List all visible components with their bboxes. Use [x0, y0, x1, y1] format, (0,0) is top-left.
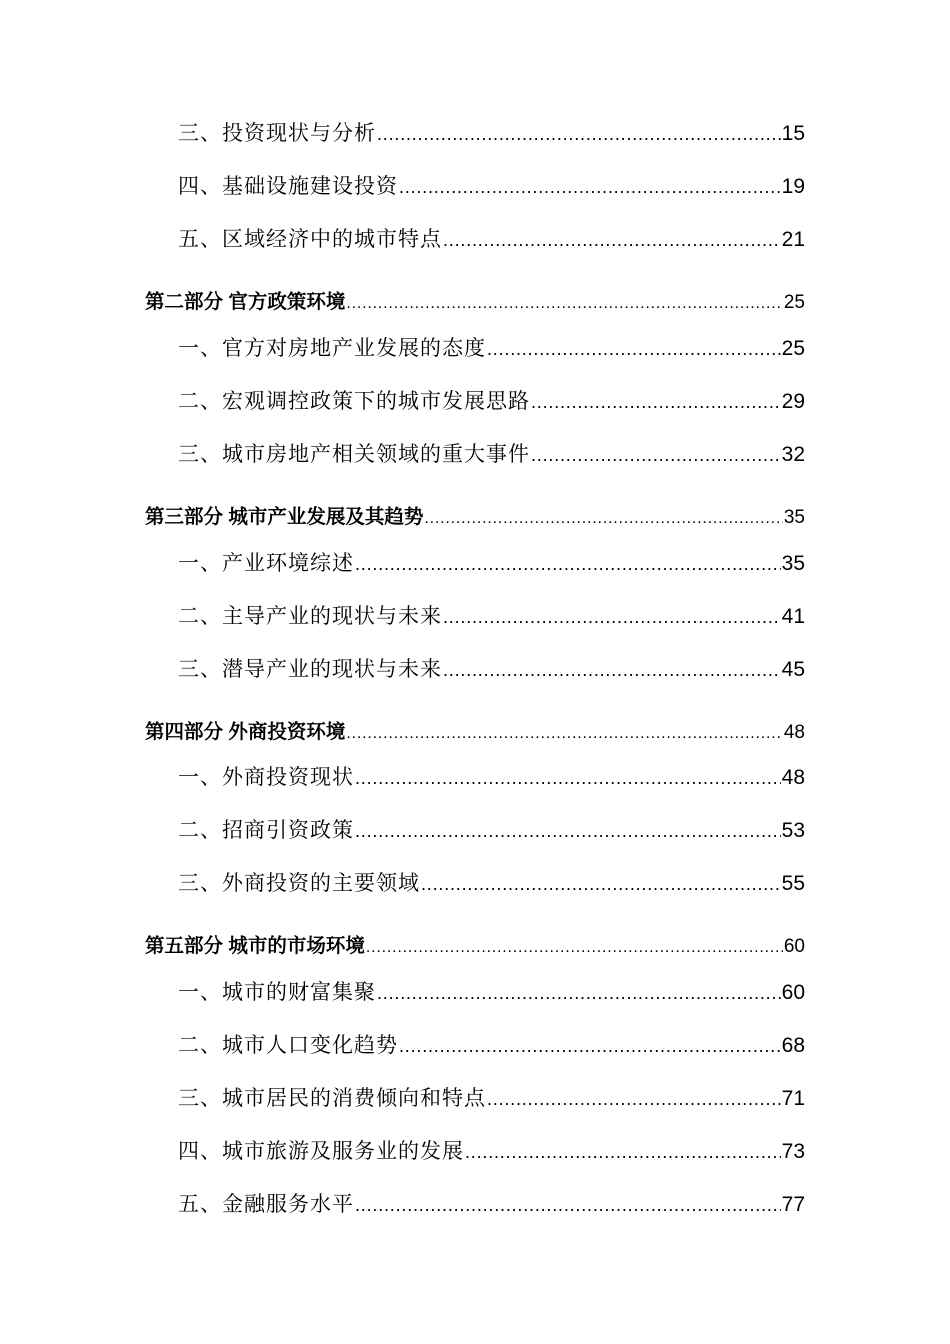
- toc-entry-title: 二、宏观调控政策下的城市发展思路: [178, 389, 530, 413]
- toc-entry-title: 三、城市房地产相关领域的重大事件: [178, 442, 530, 466]
- toc-entry[interactable]: [0, 221, 950, 251]
- toc-dot-leader: [346, 725, 782, 743]
- toc-entry-title: 四、城市旅游及服务业的发展: [178, 1139, 464, 1163]
- toc-part-heading[interactable]: [0, 926, 950, 956]
- toc-entry-page: 68: [781, 1034, 805, 1057]
- toc-dot-leader: [443, 607, 781, 628]
- toc-entry-title: 三、投资现状与分析: [178, 121, 376, 145]
- toc-entry-title: 一、外商投资现状: [178, 765, 354, 789]
- toc-dot-leader: [443, 660, 781, 681]
- toc-entry-title: 第四部分 外商投资环境: [145, 721, 346, 743]
- toc-entry[interactable]: [0, 1133, 950, 1163]
- toc-entry-page: 41: [781, 605, 805, 628]
- toc-dot-leader: [355, 821, 781, 842]
- toc-entry-title: 四、基础设施建设投资: [178, 174, 398, 198]
- toc-entry-page: 32: [781, 443, 805, 466]
- toc-entry-page: 53: [781, 819, 805, 842]
- toc-entry[interactable]: [0, 812, 950, 842]
- toc-dot-leader: [531, 392, 781, 413]
- toc-entry-page: 25: [783, 292, 805, 313]
- toc-entry-title: 三、潜导产业的现状与未来: [178, 657, 442, 681]
- toc-entry-title: 二、城市人口变化趋势: [178, 1033, 398, 1057]
- toc-entry[interactable]: [0, 598, 950, 628]
- toc-entry[interactable]: [0, 974, 950, 1004]
- toc-dot-leader: [465, 1142, 781, 1163]
- toc-entry-page: 35: [783, 507, 805, 528]
- toc-entry-title: 一、官方对房地产业发展的态度: [178, 336, 486, 360]
- toc-dot-leader: [355, 768, 781, 789]
- toc-entry[interactable]: [0, 759, 950, 789]
- toc-entry[interactable]: [0, 1027, 950, 1057]
- toc-entry[interactable]: [0, 1080, 950, 1110]
- toc-entry-page: 48: [783, 722, 805, 743]
- toc-entry-page: 45: [781, 658, 805, 681]
- toc-entry-page: 60: [783, 936, 805, 957]
- toc-dot-leader: [377, 983, 781, 1004]
- toc-dot-leader: [399, 177, 781, 198]
- toc-entry[interactable]: [0, 383, 950, 413]
- toc-dot-leader: [531, 445, 781, 466]
- toc-dot-leader: [424, 510, 782, 528]
- toc-entry-page: 60: [781, 981, 805, 1004]
- toc-dot-leader: [487, 1089, 781, 1110]
- toc-dot-leader: [346, 295, 782, 313]
- toc-entry-page: 48: [781, 766, 805, 789]
- toc-entry-page: 77: [781, 1193, 805, 1216]
- toc-entry-page: 19: [781, 175, 805, 198]
- toc-entry-page: 25: [781, 337, 805, 360]
- toc-entry-title: 五、区域经济中的城市特点: [178, 227, 442, 251]
- toc-entry[interactable]: [0, 436, 950, 466]
- toc-entry[interactable]: [0, 651, 950, 681]
- toc-dot-leader: [355, 554, 781, 575]
- toc-entry[interactable]: [0, 545, 950, 575]
- toc-entry[interactable]: [0, 168, 950, 198]
- toc-entry-title: 一、产业环境综述: [178, 551, 354, 575]
- toc-dot-leader: [443, 230, 781, 251]
- toc-entry-page: 29: [781, 390, 805, 413]
- toc-dot-leader: [355, 1195, 781, 1216]
- toc-entry[interactable]: [0, 330, 950, 360]
- toc-entry-title: 第二部分 官方政策环境: [145, 291, 346, 313]
- toc-entry-title: 第五部分 城市的市场环境: [145, 935, 365, 957]
- toc-entry[interactable]: [0, 115, 950, 145]
- toc-entry-title: 第三部分 城市产业发展及其趋势: [145, 506, 424, 528]
- toc-entry-page: 15: [781, 122, 805, 145]
- toc-entry-page: 21: [781, 228, 805, 251]
- toc-entry-page: 55: [781, 872, 805, 895]
- toc-dot-leader: [377, 124, 781, 145]
- toc-dot-leader: [487, 339, 781, 360]
- toc-dot-leader: [399, 1036, 781, 1057]
- toc-entry[interactable]: [0, 865, 950, 895]
- toc-entry-page: 35: [781, 552, 805, 575]
- toc-entry[interactable]: [0, 1186, 950, 1216]
- toc-entry-page: 73: [781, 1140, 805, 1163]
- toc-entry-title: 二、招商引资政策: [178, 818, 354, 842]
- toc-part-heading[interactable]: [0, 712, 950, 742]
- toc-dot-leader: [366, 939, 783, 957]
- toc-entry-title: 五、金融服务水平: [178, 1192, 354, 1216]
- toc-entry-title: 一、城市的财富集聚: [178, 980, 376, 1004]
- toc-entry-title: 三、外商投资的主要领域: [178, 871, 420, 895]
- toc-entry-title: 三、城市居民的消费倾向和特点: [178, 1086, 486, 1110]
- toc-dot-leader: [421, 874, 781, 895]
- toc-part-heading[interactable]: [0, 497, 950, 527]
- toc-entry-title: 二、主导产业的现状与未来: [178, 604, 442, 628]
- toc-entry-page: 71: [781, 1087, 805, 1110]
- toc-part-heading[interactable]: [0, 282, 950, 312]
